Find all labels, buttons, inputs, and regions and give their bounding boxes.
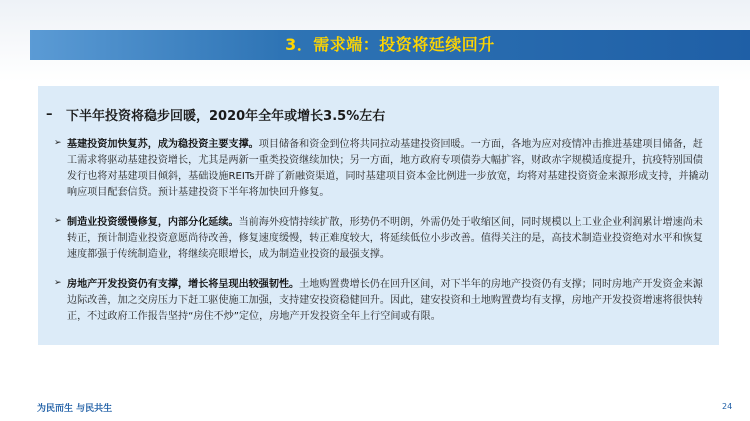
content-box bbox=[38, 86, 719, 345]
arrow-bullet-icon: ➢ bbox=[54, 278, 62, 288]
bullet-body: 当前海外疫情持续扩散，形势仍不明朗，外需仍处于收缩区间，同时规模以上工业企业利润累计增速尚未转正，预计制造业投资意愿尚待改善，修复速度缓慢，转正难度较大，将延续低位小步改善。值得关注的是，高技术制造业投资绝对水平和恢复速度都强于传统制造业，将继续亮眼增长，成为制造业投资的最强支撑。 bbox=[67, 217, 703, 260]
bullet-lead: 制造业投资缓慢修复，内部分化延续。 bbox=[67, 217, 239, 228]
arrow-bullet-icon: ➢ bbox=[54, 138, 62, 148]
arrow-bullet-icon: ➢ bbox=[54, 216, 62, 226]
heading-text: 下半年投资将稳步回暖，2020年全年或增长3.5%左右 bbox=[66, 108, 386, 124]
bullet-lead: 房地产开发投资仍有支撑，增长将呈现出较强韧性。 bbox=[67, 279, 300, 290]
bullet-body: 项目储备和资金到位将共同拉动基建投资回暖。一方面，各地为应对疫情冲击推进基建项目储备，赶工需求将驱动基建投资增长，尤其是两新一重类投资继续加快；另一方面，地方政府专项债券大幅扩容，财政赤字规模适度提升，抗疫特别国债发行也将对基建项目倾斜，基础设施REITs开辟了新融资渠道，同时基建项目资本金比例进一步放宽，均将对基建投资资金来源形成支持，并撬动响应项目配套信贷。预计基建投资下半年将加快回升修复。 bbox=[67, 139, 709, 198]
footer-slogan: 为民而生 与民共生 bbox=[37, 404, 113, 414]
section-heading bbox=[46, 104, 711, 124]
heading-dash: – bbox=[46, 106, 53, 122]
bullet-lead: 基建投资加快复苏，成为稳投资主要支撑。 bbox=[67, 139, 259, 150]
bullet-body: 土地购置费增长仍在回升区间，对下半年的房地产投资仍有支撑；同时房地产开发资金来源边际改善，加之交房压力下赶工驱使施工加强，支持建安投资稳健回升。因此，建安投资和土地购置费均有支撑，房地产开发投资增速将很快转正，不过政府工作报告坚持“房住不炒”定位，房地产开发投资全年上行空间或有限。 bbox=[67, 279, 703, 322]
title-bar bbox=[30, 30, 750, 60]
bullet-text bbox=[67, 277, 709, 325]
slide-title: 3．需求端：投资将延续回升 bbox=[285, 35, 495, 54]
page-number: 24 bbox=[722, 402, 733, 411]
bullet-manufacturing bbox=[54, 215, 709, 263]
bullet-real-estate bbox=[54, 277, 709, 325]
bullet-text bbox=[67, 215, 709, 263]
bullet-text bbox=[67, 137, 709, 201]
bullet-infrastructure bbox=[54, 137, 709, 201]
